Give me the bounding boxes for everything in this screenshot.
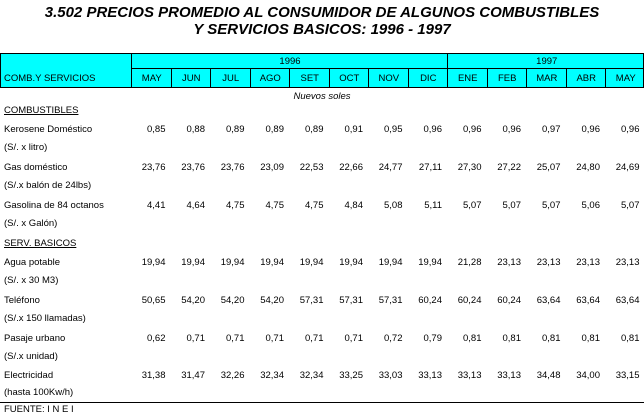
row-unit: (S/. x 30 M3) bbox=[4, 275, 59, 286]
table-cell: 5,11 bbox=[424, 200, 442, 211]
table-cell: 0,81 bbox=[581, 333, 600, 344]
table-cell: 0,81 bbox=[542, 333, 561, 344]
table-cell: 57,31 bbox=[378, 295, 403, 306]
table-cell: 19,94 bbox=[378, 257, 403, 268]
table-cell: 23,09 bbox=[260, 162, 284, 173]
section-heading: SERV. BASICOS bbox=[4, 238, 77, 249]
header-month: DIC bbox=[420, 73, 437, 84]
table-cell: 0,72 bbox=[384, 333, 403, 344]
row-label: Pasaje urbano bbox=[4, 333, 66, 344]
row-unit: (S/.x unidad) bbox=[4, 351, 58, 362]
table-cell: 19,94 bbox=[181, 257, 205, 268]
table-cell: 57,31 bbox=[339, 295, 363, 306]
table-cell: 25,07 bbox=[536, 162, 561, 173]
header-month-divider bbox=[605, 69, 606, 87]
table-cell: 33,03 bbox=[378, 370, 403, 381]
table-cell: 0,71 bbox=[305, 333, 324, 344]
section-heading: COMBUSTIBLES bbox=[4, 105, 79, 116]
unit-label: Nuevos soles bbox=[293, 91, 351, 102]
row-label: Gas doméstico bbox=[4, 162, 68, 173]
table-cell: 0,97 bbox=[542, 124, 561, 135]
table-cell: 31,38 bbox=[141, 370, 166, 381]
table-cell: 27,30 bbox=[457, 162, 482, 173]
table-cell: 63,64 bbox=[615, 295, 640, 306]
table-cell: 4,84 bbox=[344, 200, 363, 211]
table-cell: 60,24 bbox=[418, 295, 442, 306]
table-cell: 32,34 bbox=[299, 370, 324, 381]
table-cell: 24,80 bbox=[576, 162, 600, 173]
header-month-divider bbox=[526, 69, 527, 87]
header-month-divider bbox=[289, 69, 290, 87]
table-cell: 34,00 bbox=[576, 370, 600, 381]
header-year-1996: 1996 bbox=[279, 56, 301, 67]
table-cell: 23,76 bbox=[181, 162, 205, 173]
source-footer: FUENTE: I N E I bbox=[4, 404, 74, 415]
table-cell: 24,77 bbox=[378, 162, 403, 173]
table-cell: 32,34 bbox=[260, 370, 284, 381]
table-cell: 31,47 bbox=[181, 370, 205, 381]
table-cell: 0,96 bbox=[581, 124, 600, 135]
table-cell: 34,48 bbox=[536, 370, 561, 381]
table-cell: 23,76 bbox=[141, 162, 166, 173]
row-unit: (hasta 100Kw/h) bbox=[4, 387, 74, 398]
table-cell: 54,20 bbox=[220, 295, 245, 306]
table-cell: 19,94 bbox=[220, 257, 245, 268]
header-month: SET bbox=[300, 73, 319, 84]
table-cell: 0,96 bbox=[621, 124, 640, 135]
table-cell: 0,81 bbox=[502, 333, 521, 344]
header-month: FEB bbox=[498, 73, 517, 84]
table-cell: 0,89 bbox=[265, 124, 284, 135]
header-first-column: COMB.Y SERVICIOS bbox=[4, 73, 96, 84]
table-cell: 23,13 bbox=[576, 257, 600, 268]
header-month-divider bbox=[171, 69, 172, 87]
table-cell: 4,75 bbox=[226, 200, 245, 211]
header-month-divider bbox=[250, 69, 251, 87]
table-cell: 54,20 bbox=[260, 295, 284, 306]
header-month: NOV bbox=[378, 73, 400, 84]
table-cell: 27,11 bbox=[418, 162, 442, 173]
row-label: Electricidad bbox=[4, 370, 54, 381]
header-month: ENE bbox=[457, 73, 478, 84]
header-month-divider bbox=[408, 69, 409, 87]
header-month: MAY bbox=[615, 73, 636, 84]
table-title-line-2: Y SERVICIOS BASICOS: 1996 - 1997 bbox=[193, 21, 451, 38]
table-cell: 0,71 bbox=[344, 333, 363, 344]
table-cell: 19,94 bbox=[339, 257, 363, 268]
table-cell: 23,76 bbox=[220, 162, 245, 173]
row-unit: (S/.x balón de 24lbs) bbox=[4, 180, 92, 191]
table-cell: 22,66 bbox=[339, 162, 363, 173]
table-cell: 5,07 bbox=[542, 200, 561, 211]
table-cell: 0,85 bbox=[147, 124, 166, 135]
row-unit: (S/. x Galón) bbox=[4, 218, 58, 229]
table-cell: 22,53 bbox=[299, 162, 324, 173]
table-cell: 4,64 bbox=[186, 200, 205, 211]
table-cell: 0,96 bbox=[423, 124, 442, 135]
table-cell: 19,94 bbox=[418, 257, 442, 268]
header-month: ABR bbox=[576, 73, 597, 84]
table-cell: 4,41 bbox=[147, 200, 166, 211]
header-month: OCT bbox=[339, 73, 360, 84]
header-month-divider bbox=[566, 69, 567, 87]
bottom-rule bbox=[0, 402, 644, 403]
table-cell: 5,07 bbox=[502, 200, 521, 211]
table-cell: 33,13 bbox=[418, 370, 442, 381]
row-unit: (S/.x 150 llamadas) bbox=[4, 313, 86, 324]
table-cell: 5,08 bbox=[384, 200, 403, 211]
table-title-line-1: 3.502 PRECIOS PROMEDIO AL CONSUMIDOR DE ALGUNOS COMBUSTIBLES bbox=[44, 4, 600, 21]
table-cell: 33,13 bbox=[497, 370, 521, 381]
header-month: MAY bbox=[141, 73, 162, 84]
header-month-divider bbox=[329, 69, 330, 87]
header-month: AGO bbox=[259, 73, 281, 84]
header-month: MAR bbox=[536, 73, 558, 84]
table-cell: 0,71 bbox=[265, 333, 284, 344]
table-cell: 63,64 bbox=[576, 295, 600, 306]
table-cell: 19,94 bbox=[299, 257, 324, 268]
table-cell: 23,13 bbox=[497, 257, 521, 268]
table-cell: 4,75 bbox=[305, 200, 324, 211]
table-header bbox=[0, 53, 644, 88]
table-cell: 0,81 bbox=[463, 333, 482, 344]
header-month-divider bbox=[487, 69, 488, 87]
table-cell: 0,71 bbox=[226, 333, 245, 344]
table-cell: 63,64 bbox=[536, 295, 561, 306]
table-cell: 0,89 bbox=[305, 124, 324, 135]
table-cell: 50,65 bbox=[141, 295, 166, 306]
table-cell: 0,81 bbox=[621, 333, 640, 344]
table-cell: 33,25 bbox=[339, 370, 363, 381]
table-cell: 23,13 bbox=[536, 257, 561, 268]
table-cell: 0,91 bbox=[344, 124, 363, 135]
table-cell: 0,71 bbox=[186, 333, 205, 344]
table-cell: 33,15 bbox=[615, 370, 640, 381]
table-cell: 23,13 bbox=[615, 257, 640, 268]
table-cell: 60,24 bbox=[497, 295, 521, 306]
table-cell: 0,62 bbox=[147, 333, 166, 344]
header-month-divider bbox=[368, 69, 369, 87]
table-cell: 19,94 bbox=[260, 257, 284, 268]
row-unit: (S/. x litro) bbox=[4, 142, 48, 153]
table-cell: 5,06 bbox=[581, 200, 600, 211]
table-cell: 5,07 bbox=[621, 200, 640, 211]
table-cell: 0,89 bbox=[226, 124, 245, 135]
header-month: JUN bbox=[182, 73, 201, 84]
table-cell: 0,88 bbox=[186, 124, 205, 135]
header-month-divider bbox=[210, 69, 211, 87]
table-cell: 24,69 bbox=[615, 162, 640, 173]
table-cell: 21,28 bbox=[457, 257, 482, 268]
row-label: Agua potable bbox=[4, 257, 60, 268]
table-cell: 5,07 bbox=[463, 200, 482, 211]
row-label: Teléfono bbox=[4, 295, 40, 306]
row-label: Gasolina de 84 octanos bbox=[4, 200, 104, 211]
table-cell: 0,96 bbox=[502, 124, 521, 135]
header-month: JUL bbox=[222, 73, 240, 84]
table-cell: 32,26 bbox=[220, 370, 245, 381]
table-cell: 60,24 bbox=[457, 295, 482, 306]
table-cell: 19,94 bbox=[141, 257, 166, 268]
table-cell: 0,79 bbox=[423, 333, 442, 344]
table-cell: 0,96 bbox=[463, 124, 482, 135]
table-cell: 54,20 bbox=[181, 295, 205, 306]
header-year-1997: 1997 bbox=[536, 56, 558, 67]
table-cell: 33,13 bbox=[457, 370, 482, 381]
table-cell: 57,31 bbox=[299, 295, 324, 306]
table-cell: 0,95 bbox=[384, 124, 403, 135]
row-label: Kerosene Doméstico bbox=[4, 124, 93, 135]
table-cell: 4,75 bbox=[265, 200, 284, 211]
table-cell: 27,22 bbox=[497, 162, 521, 173]
